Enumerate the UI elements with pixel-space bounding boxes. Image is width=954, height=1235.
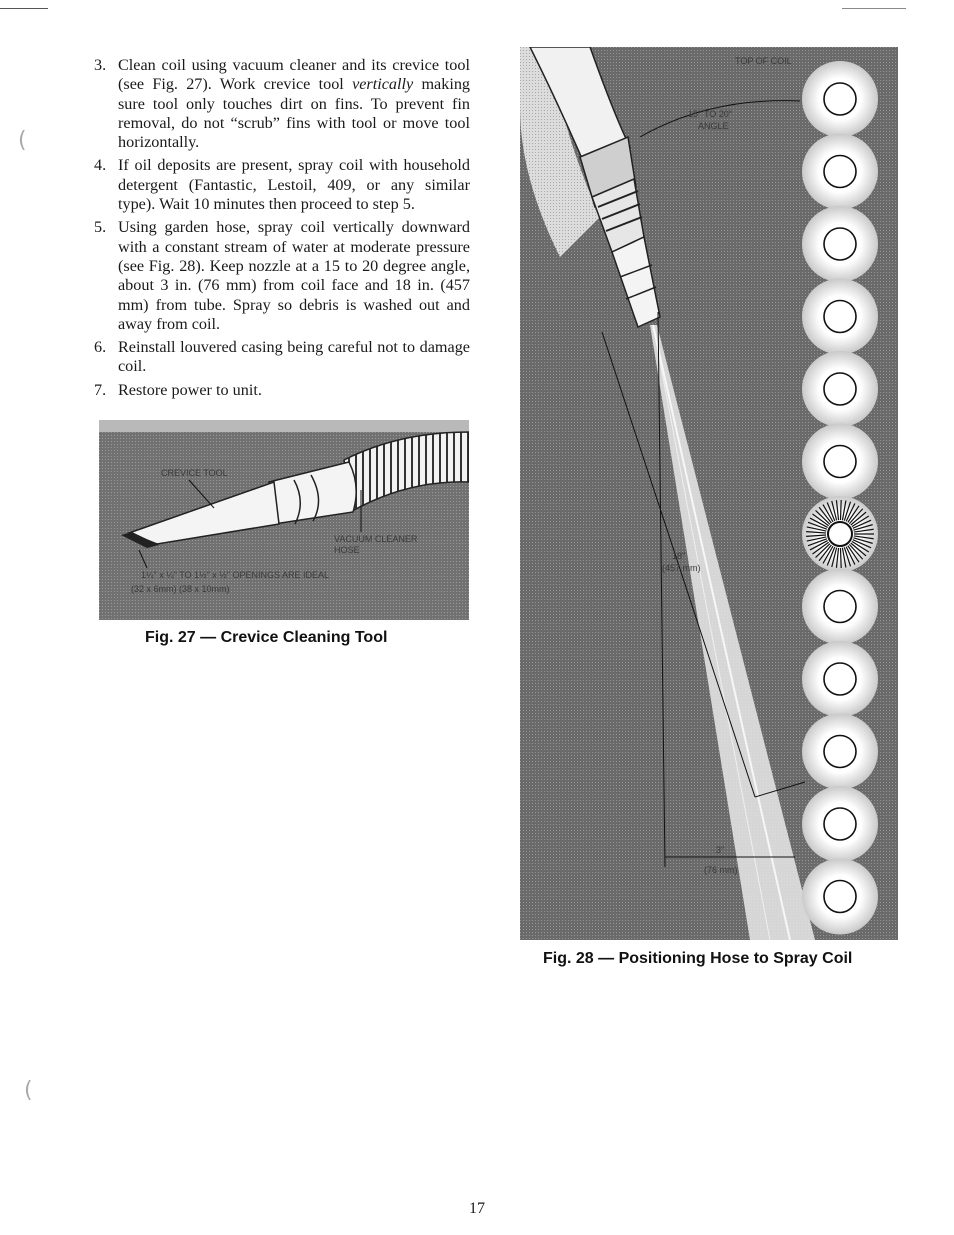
- step-number: 5.: [94, 218, 107, 237]
- fig27-caption: Fig. 27 — Crevice Cleaning Tool: [145, 629, 388, 646]
- label-angle-1: 15° TO 20°: [688, 109, 733, 119]
- coil-tube: [824, 228, 856, 260]
- fig27-illustration: [99, 420, 469, 620]
- fin-spoke: [840, 500, 841, 520]
- fin-spoke: [840, 548, 841, 568]
- coil-tube: [824, 663, 856, 695]
- fig28-caption: Fig. 28 — Positioning Hose to Spray Coil: [543, 950, 853, 967]
- margin-mark-bottom: (: [24, 1078, 33, 1103]
- label-18in-1: 18": [672, 551, 686, 561]
- crevice-tool-drawing: [99, 420, 469, 620]
- top-left-rule: [0, 8, 48, 9]
- top-right-rule: [842, 8, 906, 9]
- step-6: [90, 338, 470, 377]
- spray-coil-drawing: [520, 47, 898, 940]
- coil-tube: [824, 808, 856, 840]
- label-3in-1: 3": [716, 845, 725, 855]
- label-top-of-coil: TOP OF COIL: [735, 56, 792, 66]
- step-3: [90, 56, 470, 152]
- label-vacuum-hose-2: HOSE: [334, 545, 360, 555]
- coil-tube: [824, 156, 856, 188]
- coil-tube: [824, 591, 856, 623]
- instruction-steps: [90, 56, 470, 404]
- step-text: If oil deposits are present, spray coil with household detergent (Fantastic, Lestoil, 409, or any similar type). Wait 10 minutes then proceed to step 5.: [118, 156, 470, 214]
- step-text: Restore power to unit.: [118, 380, 262, 399]
- label-openings-1: 1¼" x ¼" TO 1½" x ½" OPENINGS ARE IDEAL: [141, 570, 330, 580]
- step-5: [90, 218, 470, 334]
- page-number: 17: [469, 1200, 485, 1217]
- step-text-end: making sure tool only touches dirt on fins. To prevent fin removal, do not “scrub” fins with tool or move tool horizontally.: [118, 75, 471, 152]
- coil-tube: [824, 736, 856, 768]
- label-openings-2: (32 x 6mm) (38 x 10mm): [131, 584, 230, 594]
- step-text: Clean coil using vacuum cleaner and its crevice tool (see Fig. 27). Work crevice tool: [118, 56, 470, 94]
- step-emphasis: vertically: [352, 75, 414, 94]
- step-number: 4.: [94, 156, 107, 175]
- step-number: 6.: [94, 338, 107, 357]
- label-crevice-tool: CREVICE TOOL: [161, 468, 228, 478]
- step-text: Reinstall louvered casing being careful not to damage coil.: [118, 338, 470, 376]
- step-number: 7.: [94, 380, 107, 399]
- coil-tube-section: [828, 522, 852, 546]
- coil-tube: [824, 83, 856, 115]
- coil-tube: [824, 881, 856, 913]
- margin-mark-top: (: [18, 128, 27, 153]
- coil-tube: [824, 301, 856, 333]
- step-7: [90, 381, 470, 400]
- step-text: Using garden hose, spray coil vertically downward with a constant stream of water at moderate pressure (see Fig. 28). Keep nozzle at a 15 to 20 degree angle, about 3 in. (76 mm) from coil face and 18 in. (457 mm) from tube. Spray so debris is washed out and away from coil.: [118, 218, 470, 333]
- label-vacuum-hose-1: VACUUM CLEANER: [334, 534, 418, 544]
- label-18in-2: (457 mm): [662, 563, 701, 573]
- label-3in-2: (76 mm): [704, 865, 738, 875]
- fig28-illustration: [520, 47, 898, 940]
- label-angle-2: ANGLE: [698, 121, 729, 131]
- coil-tube: [824, 446, 856, 478]
- step-number: 3.: [94, 56, 107, 74]
- step-4: [90, 156, 470, 214]
- fig27-top-band: [99, 420, 469, 432]
- coil-tube: [824, 373, 856, 405]
